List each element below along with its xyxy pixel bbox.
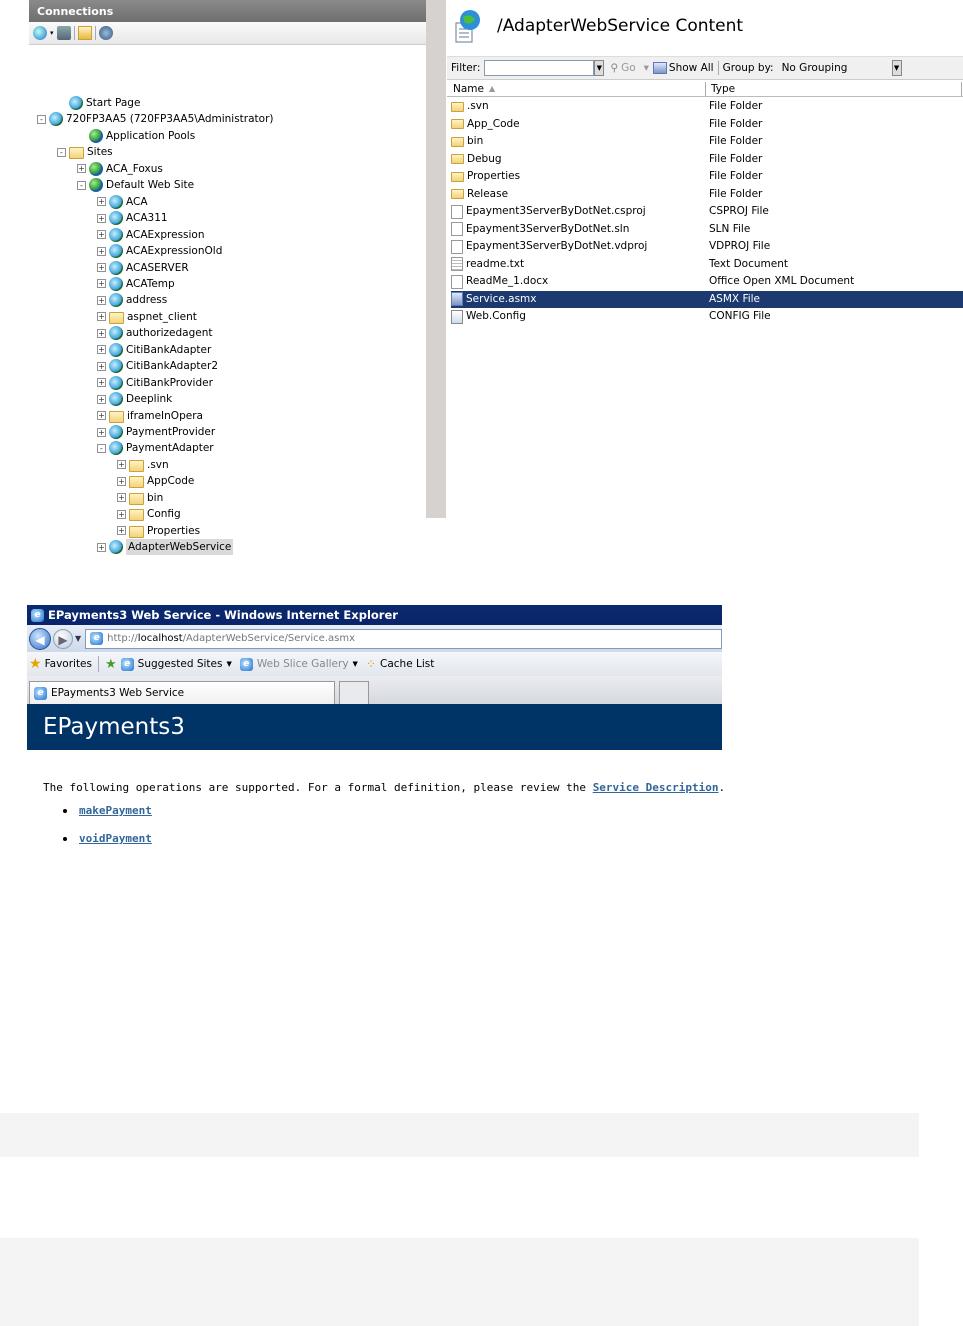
filter-input[interactable] xyxy=(484,60,594,76)
column-header-type[interactable]: Type xyxy=(711,83,736,95)
expand-icon[interactable]: + xyxy=(118,526,125,536)
folder-icon xyxy=(129,526,144,538)
file-name-cell xyxy=(451,238,705,255)
expand-icon[interactable]: + xyxy=(118,476,125,486)
table-row[interactable] xyxy=(451,291,963,308)
folder-icon xyxy=(129,476,144,488)
file-name: Epayment3ServerByDotNet.vdproj xyxy=(466,240,648,252)
tree-item[interactable] xyxy=(37,111,274,127)
tree-item[interactable] xyxy=(57,144,113,160)
show-all-icon[interactable] xyxy=(653,62,667,74)
table-row[interactable] xyxy=(451,133,963,150)
table-row[interactable] xyxy=(451,221,963,238)
file-name-cell xyxy=(451,308,705,325)
file-type-cell: File Folder xyxy=(709,170,763,182)
page-background-band xyxy=(0,1238,919,1326)
collapse-icon[interactable]: - xyxy=(97,444,106,453)
toolbar-separator xyxy=(95,26,96,40)
ie-window xyxy=(27,605,722,767)
table-row[interactable] xyxy=(451,151,963,168)
suggested-sites-link[interactable]: Suggested Sites xyxy=(137,658,223,670)
content-title: /AdapterWebService Content xyxy=(497,16,744,36)
iis-manager-window xyxy=(29,0,963,554)
file-list xyxy=(447,82,963,518)
app-icon xyxy=(109,425,123,439)
file-type-cell: File Folder xyxy=(709,100,763,112)
tree-item[interactable] xyxy=(97,194,148,210)
file-name-cell xyxy=(451,168,705,185)
file-name-cell xyxy=(451,203,705,220)
list-item xyxy=(63,832,727,845)
tab-active[interactable] xyxy=(29,681,335,704)
connect-globe-icon[interactable] xyxy=(33,26,47,40)
chevron-down-icon[interactable]: ▼ xyxy=(352,660,358,668)
folder-icon xyxy=(129,493,144,505)
server-icon xyxy=(49,112,63,126)
tree-item[interactable] xyxy=(97,309,197,325)
tree-item[interactable] xyxy=(97,408,203,424)
tree-item[interactable] xyxy=(97,391,172,407)
table-row[interactable] xyxy=(451,186,963,203)
file-name: Web.Config xyxy=(466,310,526,322)
expand-icon[interactable]: + xyxy=(98,411,105,421)
tree-item-label: Deeplink xyxy=(126,393,173,406)
folder-icon xyxy=(451,172,464,182)
expand-icon[interactable]: + xyxy=(98,246,105,256)
group-by-select[interactable]: No Grouping xyxy=(781,62,848,74)
expand-icon[interactable]: + xyxy=(78,164,85,174)
app-icon xyxy=(109,343,123,357)
expand-icon[interactable]: + xyxy=(98,378,105,388)
chevron-down-icon[interactable]: ▼ xyxy=(226,660,232,668)
tree-item-label: .svn xyxy=(147,458,169,471)
tree-item-label: Application Pools xyxy=(106,129,196,142)
tree-item-label: address xyxy=(126,294,168,307)
tree-item[interactable] xyxy=(117,490,163,506)
file-type-cell: SLN File xyxy=(709,222,751,235)
page-heading: EPayments3 xyxy=(27,704,722,750)
collapse-icon[interactable]: - xyxy=(57,148,66,157)
show-all-button[interactable]: Show All xyxy=(668,62,714,74)
tree-item[interactable] xyxy=(117,457,169,473)
service-description-link[interactable]: Service Description xyxy=(592,781,719,794)
connections-title: Connections xyxy=(29,0,426,22)
tree-item[interactable] xyxy=(117,473,194,489)
file-name-cell xyxy=(451,256,705,273)
collapse-icon[interactable]: - xyxy=(77,181,86,190)
tree-item-label: ACA xyxy=(126,195,148,208)
web-slice-icon: e xyxy=(240,658,253,671)
tree-item[interactable] xyxy=(97,325,213,341)
filter-dropdown-button[interactable]: ▼ xyxy=(594,60,604,76)
tree-item-label: ACAExpression xyxy=(126,228,205,241)
table-row[interactable] xyxy=(451,273,963,290)
file-list-header xyxy=(447,82,963,97)
tree-item[interactable] xyxy=(77,177,194,193)
file-name: ReadMe_1.docx xyxy=(466,275,549,287)
app-icon xyxy=(109,376,123,390)
tree-item-label: Config xyxy=(147,508,181,521)
file-name: .svn xyxy=(467,100,489,112)
tab-page-icon: e xyxy=(34,687,47,700)
file-name-cell xyxy=(451,291,705,308)
address-prefix: http:// xyxy=(107,633,138,644)
tree-item-label: aspnet_client xyxy=(127,310,197,323)
file-name-cell xyxy=(451,221,705,238)
address-bar[interactable] xyxy=(85,629,722,649)
tree-item[interactable] xyxy=(57,95,140,111)
file-type-cell: File Folder xyxy=(709,117,763,130)
expand-icon[interactable]: + xyxy=(98,213,105,223)
ie-title-bar xyxy=(27,605,722,625)
file-icon xyxy=(451,240,463,254)
folder-icon xyxy=(451,189,464,199)
app-icon xyxy=(109,392,123,406)
globe-icon xyxy=(89,178,103,192)
tree-item[interactable] xyxy=(117,523,200,539)
file-name-cell xyxy=(451,151,705,168)
tree-item[interactable] xyxy=(97,375,213,391)
file-name: Epayment3ServerByDotNet.sln xyxy=(466,222,630,235)
tree-item-label: ACASERVER xyxy=(126,261,189,274)
app-icon xyxy=(109,441,123,455)
text-file-icon xyxy=(451,257,463,271)
tab-strip xyxy=(27,676,722,704)
folder-icon xyxy=(109,312,124,324)
app-icon xyxy=(109,277,123,291)
cache-list-icon: ⁘ xyxy=(365,657,376,671)
group-by-label: Group by: xyxy=(722,62,774,74)
file-type-cell: File Folder xyxy=(709,187,763,200)
expand-icon[interactable]: + xyxy=(98,197,105,207)
tree-item-label: bin xyxy=(147,491,164,504)
intro-text: The following operations are supported. For a formal definition, please review the xyxy=(43,781,587,794)
tree-item-label: CitiBankAdapter xyxy=(126,343,212,356)
operation-link-voidpayment[interactable]: voidPayment xyxy=(79,832,152,845)
list-item xyxy=(63,804,727,817)
asmx-file-icon xyxy=(451,292,463,306)
filter-toolbar xyxy=(447,56,963,80)
tree-item-label: authorizedagent xyxy=(126,327,213,340)
app-icon xyxy=(109,359,123,373)
expand-icon[interactable]: + xyxy=(98,263,105,272)
file-name: App_Code xyxy=(467,117,520,130)
table-row[interactable] xyxy=(451,256,963,273)
app-icon xyxy=(109,261,123,275)
connections-pane xyxy=(29,0,427,554)
pane-splitter[interactable] xyxy=(426,0,446,518)
tree-item[interactable] xyxy=(97,292,167,308)
content-view xyxy=(447,0,963,518)
app-icon xyxy=(109,540,123,554)
binoculars-icon[interactable]: ⚲ xyxy=(610,62,619,74)
connections-toolbar xyxy=(29,22,426,45)
file-name: bin xyxy=(467,135,484,147)
expand-icon[interactable]: + xyxy=(118,509,125,519)
app-pools-icon xyxy=(89,129,103,143)
expand-icon[interactable]: + xyxy=(98,394,105,404)
up-folder-icon[interactable] xyxy=(78,26,92,40)
app-icon xyxy=(109,293,123,307)
tree-item[interactable] xyxy=(117,506,181,522)
forward-button[interactable]: ▶ xyxy=(53,629,73,649)
tree-item[interactable] xyxy=(97,276,175,292)
ie-logo-icon: e xyxy=(31,609,44,622)
tree-item[interactable] xyxy=(97,424,215,440)
app-icon xyxy=(109,228,123,242)
file-type-cell: Office Open XML Document xyxy=(709,275,855,287)
tree-item-label: 720FP3AA5 (720FP3AA5\Administrator) xyxy=(66,113,274,126)
app-icon xyxy=(109,326,123,340)
file-name-cell xyxy=(451,116,705,133)
new-tab-button[interactable] xyxy=(339,681,369,704)
tree-item-label: Default Web Site xyxy=(106,179,195,192)
tree-item-label: Sites xyxy=(87,146,113,159)
expand-icon[interactable]: + xyxy=(98,279,105,289)
toolbar-separator xyxy=(98,656,99,672)
expand-icon[interactable]: + xyxy=(118,460,125,470)
collapse-icon[interactable]: - xyxy=(37,115,46,124)
tree-item[interactable] xyxy=(97,539,233,555)
file-type-cell: Text Document xyxy=(709,257,788,270)
file-name: Service.asmx xyxy=(466,292,537,305)
sites-icon xyxy=(69,147,84,159)
expand-icon[interactable]: + xyxy=(98,361,105,371)
toolbar-separator xyxy=(718,61,719,75)
expand-icon[interactable]: + xyxy=(98,328,105,338)
recent-pages-dropdown-icon[interactable]: ▼ xyxy=(75,634,82,643)
operations-list xyxy=(63,804,727,845)
folder-icon xyxy=(451,154,464,164)
save-icon[interactable] xyxy=(57,26,71,40)
file-name: Properties xyxy=(467,170,521,182)
config-file-icon xyxy=(451,310,463,324)
file-type-cell: ASMX File xyxy=(709,292,761,305)
file-type-cell: CONFIG File xyxy=(709,310,771,322)
table-row[interactable] xyxy=(451,116,963,133)
folder-icon xyxy=(451,102,464,112)
column-header-name[interactable]: Name xyxy=(453,83,484,95)
tree-item-label: ACA_Foxus xyxy=(106,162,163,175)
file-name-cell xyxy=(451,133,705,150)
file-type-cell: CSPROJ File xyxy=(709,205,769,217)
address-host: localhost xyxy=(137,633,183,644)
folder-icon xyxy=(109,411,124,423)
cache-list-link[interactable]: Cache List xyxy=(380,658,435,670)
group-by-dropdown-button[interactable]: ▼ xyxy=(892,60,902,76)
start-page-icon xyxy=(69,96,83,110)
app-icon xyxy=(109,211,123,225)
intro-paragraph: The following operations are supported. For a formal definition, please review the Service Description. xyxy=(43,781,726,794)
page-background-band xyxy=(0,1113,919,1157)
expand-icon[interactable]: + xyxy=(98,312,105,322)
file-icon xyxy=(451,205,463,219)
tree-item[interactable] xyxy=(97,342,211,358)
favorites-button[interactable]: Favorites xyxy=(44,658,92,670)
expand-icon[interactable]: + xyxy=(98,230,105,240)
content-header xyxy=(447,0,963,52)
table-row[interactable] xyxy=(451,238,963,255)
filter-label: Filter: xyxy=(451,62,481,74)
file-name-cell xyxy=(451,273,705,290)
tree-item-label: AppCode xyxy=(147,475,195,488)
folder-icon xyxy=(129,509,144,521)
toolbar-separator xyxy=(74,26,75,40)
favorites-bar xyxy=(27,652,722,676)
table-row[interactable] xyxy=(451,203,963,220)
tree-item[interactable] xyxy=(77,128,195,144)
tree-item[interactable] xyxy=(97,260,189,276)
app-icon xyxy=(109,244,123,258)
favorites-star-icon[interactable]: ★ xyxy=(29,656,42,672)
tree-item[interactable] xyxy=(77,161,163,177)
tree-item[interactable] xyxy=(97,243,222,259)
folder-icon xyxy=(451,137,464,147)
tab-title: EPayments3 Web Service xyxy=(51,687,185,699)
file-type-cell: File Folder xyxy=(709,152,763,165)
table-row[interactable] xyxy=(451,98,963,115)
go-button[interactable]: Go xyxy=(621,62,636,74)
tree-item-label: Start Page xyxy=(86,97,141,109)
tree-item[interactable] xyxy=(97,440,214,456)
file-icon xyxy=(451,275,463,289)
tree-item[interactable] xyxy=(97,358,218,374)
tree-item-label: iframeInOpera xyxy=(127,409,203,422)
folder-icon xyxy=(451,119,464,129)
chevron-down-icon[interactable]: ▾ xyxy=(643,62,649,74)
tree-item-label: AdapterWebService xyxy=(128,541,232,554)
disconnect-icon[interactable] xyxy=(99,26,113,40)
page-icon: e xyxy=(90,632,103,645)
tree-item-label: CitiBankProvider xyxy=(126,376,213,389)
web-slice-gallery-link[interactable]: Web Slice Gallery xyxy=(256,658,349,670)
tree-item-label: ACA311 xyxy=(126,212,168,225)
window-title: EPayments3 Web Service - Windows Internet Explorer xyxy=(48,608,398,622)
file-type-cell: VDPROJ File xyxy=(709,240,771,252)
page-body xyxy=(27,767,727,860)
table-row[interactable] xyxy=(451,168,963,185)
suggested-sites-icon: e xyxy=(121,658,134,671)
file-name-cell xyxy=(451,186,705,203)
expand-icon[interactable]: + xyxy=(98,295,105,305)
globe-icon xyxy=(89,162,103,176)
chevron-down-icon[interactable]: ▾ xyxy=(50,29,54,37)
back-button[interactable]: ◀ xyxy=(29,628,51,650)
content-view-icon xyxy=(453,9,483,43)
tree-item[interactable] xyxy=(97,227,205,243)
add-favorite-icon[interactable]: ★ xyxy=(105,656,117,672)
folder-icon xyxy=(129,460,144,472)
file-name: Release xyxy=(467,187,509,200)
tree-item-label: PaymentAdapter xyxy=(126,442,214,455)
expand-icon[interactable]: + xyxy=(98,542,105,552)
file-type-cell: File Folder xyxy=(709,135,763,147)
column-divider[interactable] xyxy=(961,82,962,96)
expand-icon[interactable]: + xyxy=(98,345,105,355)
table-row[interactable] xyxy=(451,308,963,325)
address-toolbar xyxy=(27,625,722,652)
tree-item-label: CitiBankAdapter2 xyxy=(126,360,218,373)
expand-icon[interactable]: + xyxy=(98,427,105,437)
tree-item-label: PaymentProvider xyxy=(126,426,216,438)
expand-icon[interactable]: + xyxy=(118,493,125,503)
column-divider[interactable] xyxy=(705,82,706,96)
tree-item-label: Properties xyxy=(147,524,201,537)
tree-item-label: ACATemp xyxy=(126,277,175,290)
sort-ascending-icon: ▲ xyxy=(489,84,496,93)
file-name: Epayment3ServerByDotNet.csproj xyxy=(466,205,646,217)
tree-item[interactable] xyxy=(97,210,168,226)
file-icon xyxy=(451,222,463,236)
address-path: /AdapterWebService/Service.asmx xyxy=(182,633,355,644)
app-icon xyxy=(109,195,123,209)
file-name: readme.txt xyxy=(466,257,525,270)
operation-link-makepayment[interactable]: makePayment xyxy=(79,804,152,817)
file-name: Debug xyxy=(467,152,502,165)
tree-item-label: ACAExpressionOld xyxy=(126,245,223,258)
file-name-cell xyxy=(451,98,705,115)
